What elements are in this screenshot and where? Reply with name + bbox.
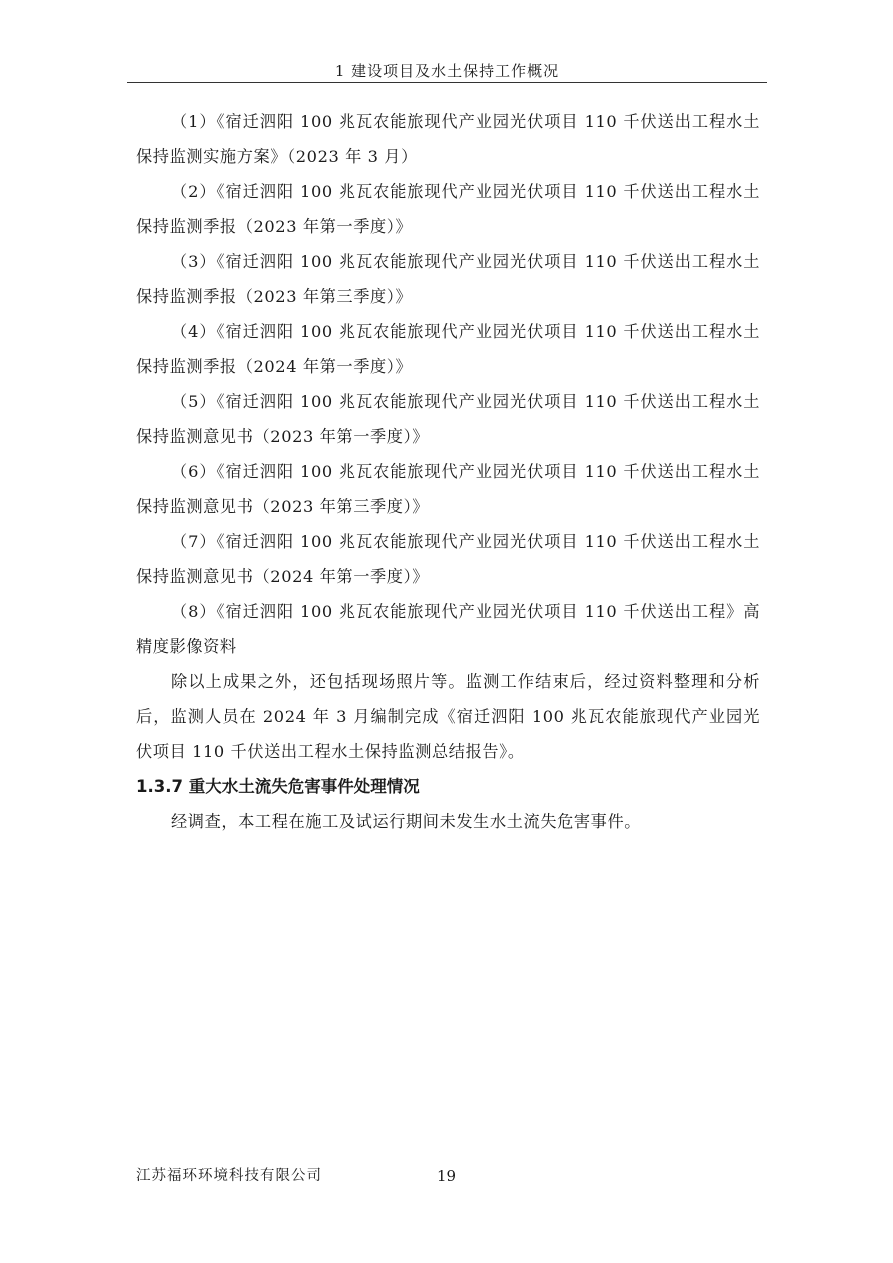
list-item-7: （7）《宿迁泗阳 100 兆瓦农能旅现代产业园光伏项目 110 千伏送出工程水土保持监测意见书（2024 年第一季度）》 (136, 532, 760, 586)
list-item-2: （2）《宿迁泗阳 100 兆瓦农能旅现代产业园光伏项目 110 千伏送出工程水土保持监测季报（2023 年第一季度）》 (136, 182, 760, 236)
list-item-3: （3）《宿迁泗阳 100 兆瓦农能旅现代产业园光伏项目 110 千伏送出工程水土保持监测季报（2023 年第三季度）》 (136, 252, 760, 306)
page-number: 19 (437, 1167, 457, 1185)
section-heading: 1.3.7 重大水土流失危害事件处理情况 (136, 777, 420, 796)
list-item-4: （4）《宿迁泗阳 100 兆瓦农能旅现代产业园光伏项目 110 千伏送出工程水土保持监测季报（2024 年第一季度）》 (136, 322, 760, 376)
document-body (136, 104, 760, 839)
running-header: 1 建设项目及水土保持工作概况 (334, 62, 560, 80)
footer-company: 江苏福环环境科技有限公司 (136, 1168, 322, 1184)
header-rule (127, 82, 767, 83)
list-item-5: （5）《宿迁泗阳 100 兆瓦农能旅现代产业园光伏项目 110 千伏送出工程水土保持监测意见书（2023 年第一季度）》 (136, 392, 760, 446)
list-item-6: （6）《宿迁泗阳 100 兆瓦农能旅现代产业园光伏项目 110 千伏送出工程水土保持监测意见书（2023 年第三季度）》 (136, 462, 760, 516)
section-paragraph: 经调查，本工程在施工及试运行期间未发生水土流失危害事件。 (171, 812, 642, 831)
list-item-8: （8）《宿迁泗阳 100 兆瓦农能旅现代产业园光伏项目 110 千伏送出工程》高精度影像资料 (136, 602, 760, 656)
summary-paragraph: 除以上成果之外，还包括现场照片等。监测工作结束后，经过资料整理和分析后，监测人员在 2024 年 3 月编制完成《宿迁泗阳 100 兆瓦农能旅现代产业园光伏项目 110 千伏送出工程水土保持监测总结报告》。 (136, 672, 760, 761)
list-item-1: （1）《宿迁泗阳 100 兆瓦农能旅现代产业园光伏项目 110 千伏送出工程水土保持监测实施方案》（2023 年 3 月） (136, 112, 760, 166)
